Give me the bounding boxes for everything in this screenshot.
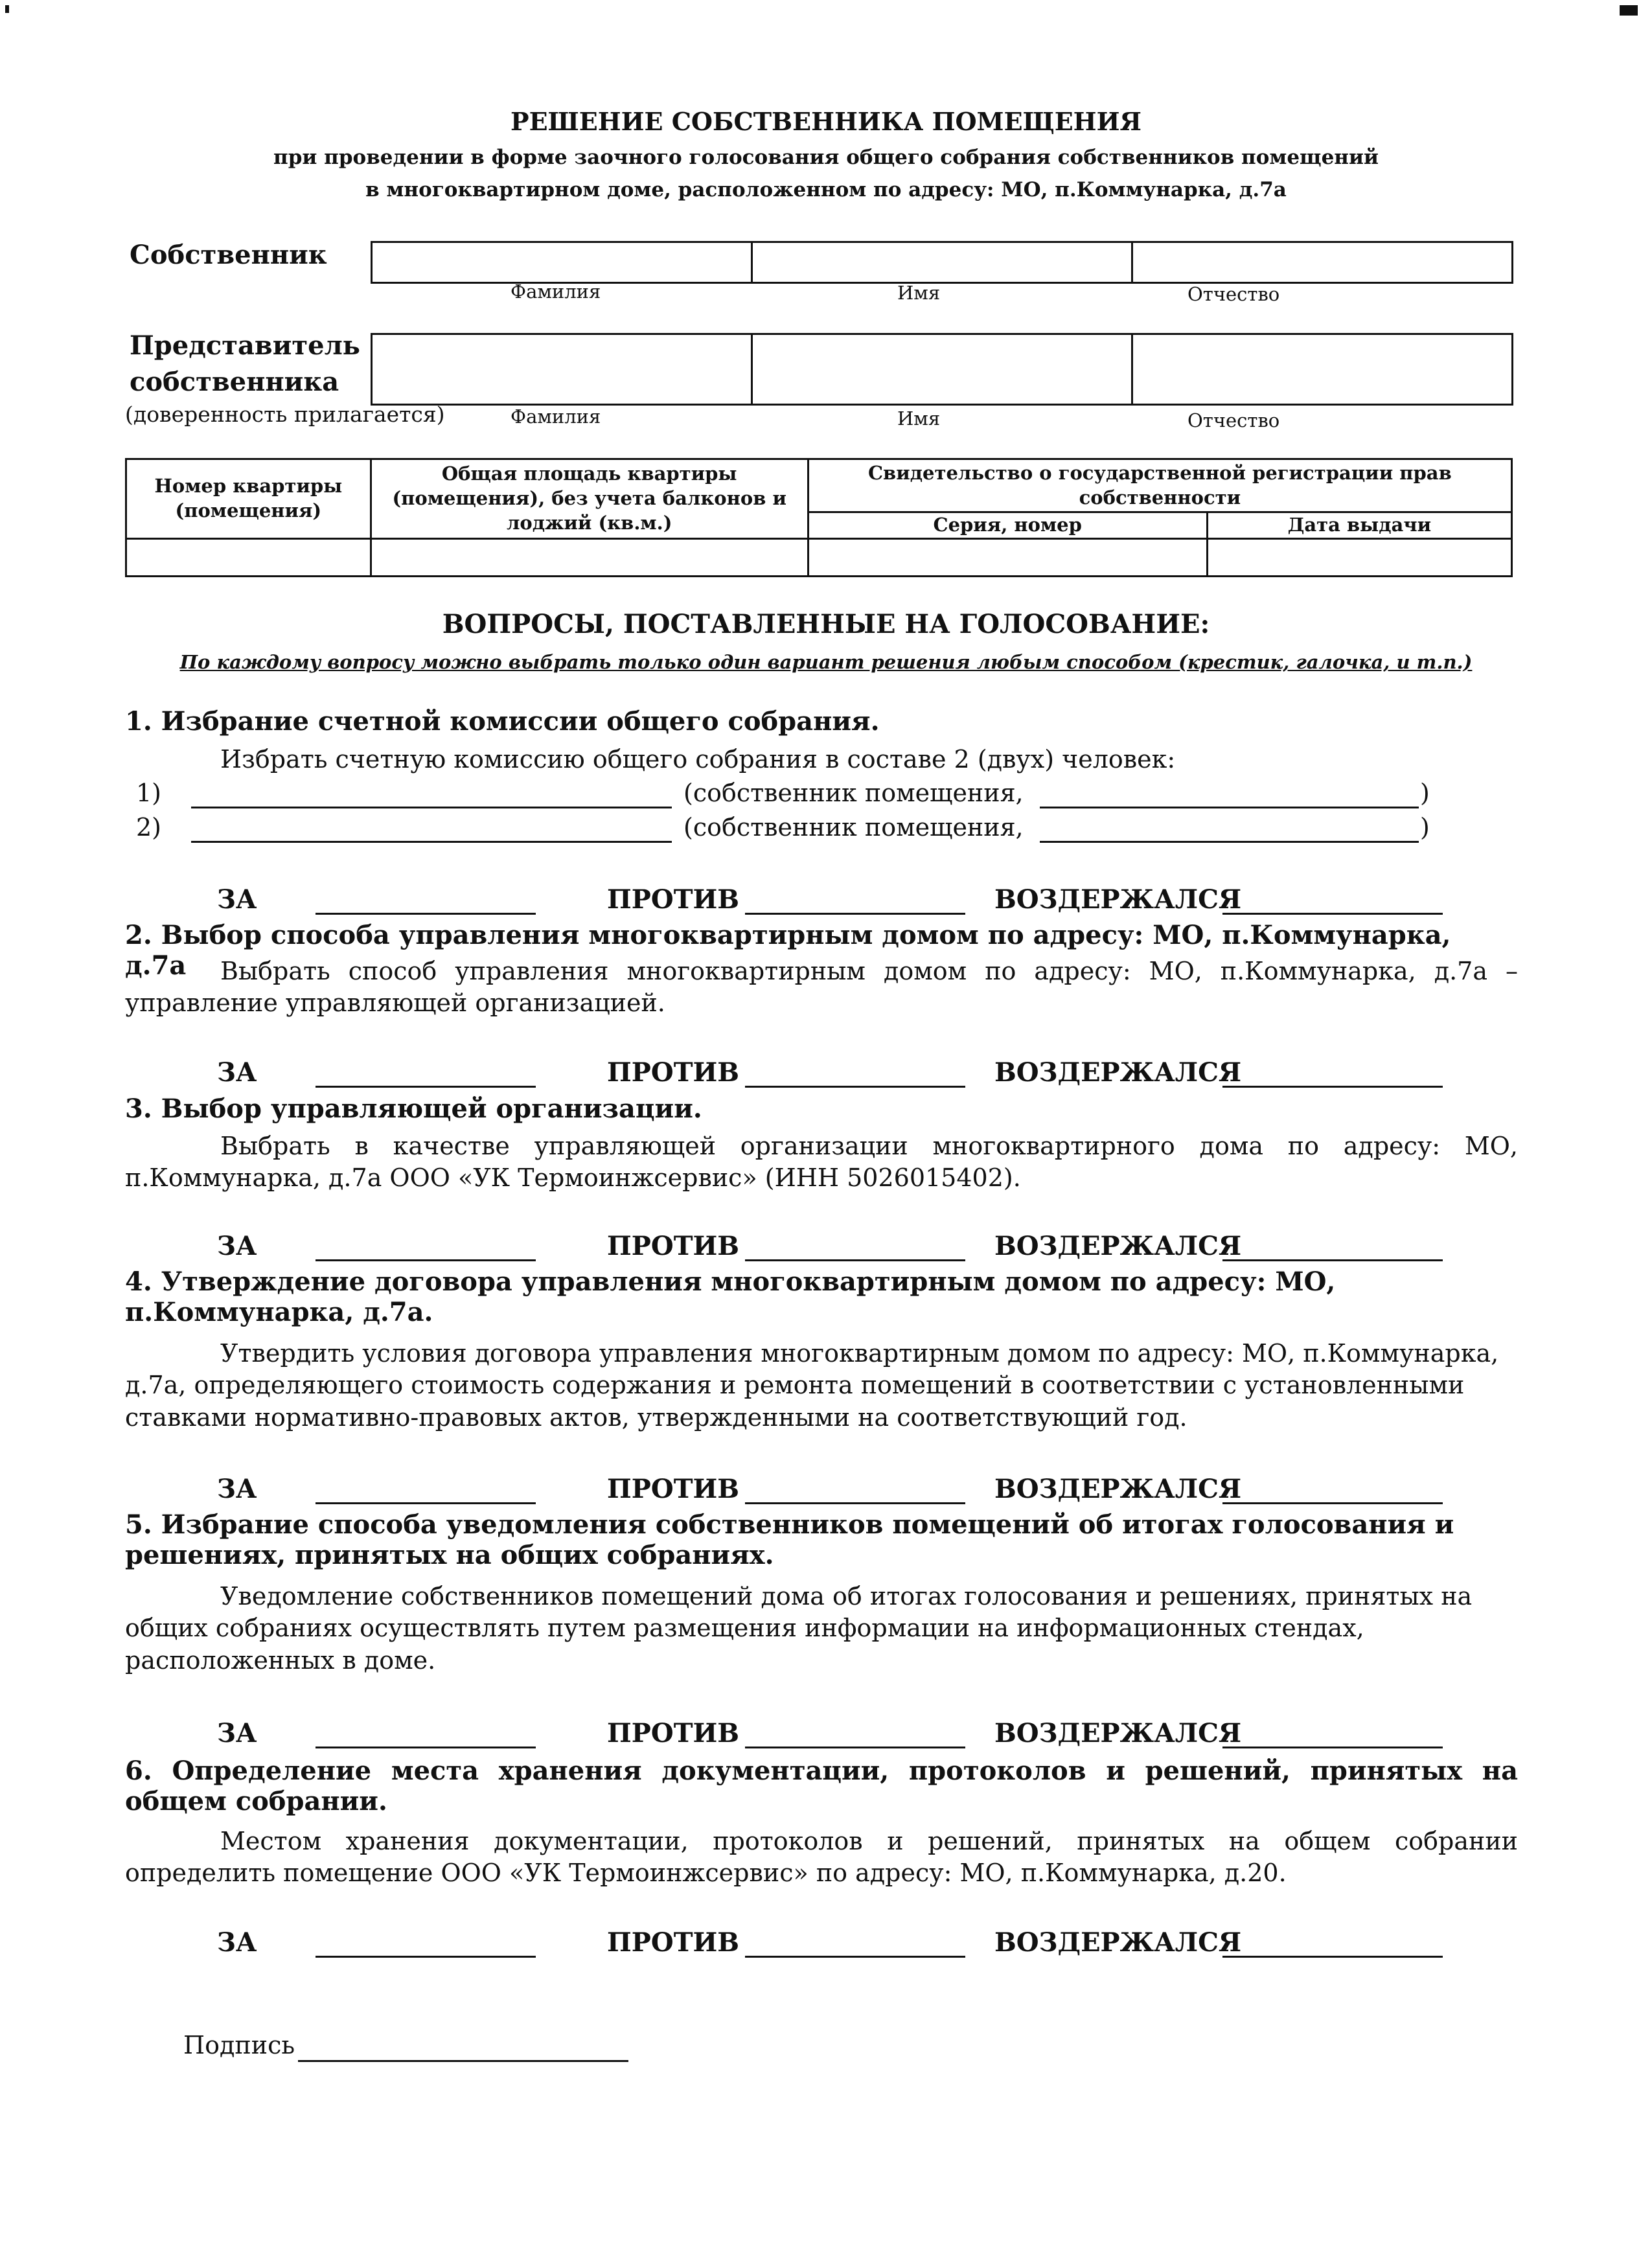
- vote-for-label: ЗА: [217, 1231, 257, 1261]
- certificate-series-field[interactable]: [808, 538, 1207, 576]
- commission-member-1-premises-field[interactable]: [1040, 807, 1419, 808]
- question-2-vote-row: [0, 1057, 1652, 1090]
- vote-abstain-field[interactable]: [1222, 1956, 1443, 1958]
- vote-for-field[interactable]: [315, 913, 536, 915]
- representative-label-line1: Представитель: [130, 330, 360, 361]
- scan-mark-left: [5, 5, 9, 13]
- vote-abstain-field[interactable]: [1222, 913, 1443, 915]
- commission-member-2-owner-label: (собственник помещения,: [683, 813, 1024, 842]
- vote-against-field[interactable]: [745, 1259, 965, 1261]
- representative-patronymic-caption: Отчество: [1187, 409, 1280, 431]
- commission-member-1-name-field[interactable]: [191, 807, 672, 808]
- representative-last-name-caption: Фамилия: [511, 406, 601, 428]
- owner-first-name-field[interactable]: [753, 243, 1133, 282]
- vote-for-field[interactable]: [315, 1747, 536, 1748]
- owner-patronymic-field[interactable]: [1133, 243, 1511, 282]
- question-5-vote-row: [0, 1718, 1652, 1750]
- certificate-series-header: Серия, номер: [808, 512, 1207, 539]
- document-subtitle-line2: в многоквартирном доме, расположенном по адресу: МО, п.Коммунарка, д.7а: [365, 178, 1287, 201]
- voting-heading: ВОПРОСЫ, ПОСТАВЛЕННЫЕ НА ГОЛОСОВАНИЕ:: [442, 609, 1210, 639]
- vote-for-label: ЗА: [217, 1057, 257, 1088]
- vote-for-label: ЗА: [217, 1927, 257, 1958]
- owner-last-name-caption: Фамилия: [511, 281, 601, 303]
- question-1-text: Избрать счетную комиссию общего собрания в составе 2 (двух) человек:: [220, 745, 1176, 773]
- vote-against-field[interactable]: [745, 1956, 965, 1958]
- vote-against-field[interactable]: [745, 1086, 965, 1088]
- owner-label: Собственник: [130, 240, 327, 270]
- commission-member-2-premises-field[interactable]: [1040, 841, 1419, 843]
- representative-first-name-caption: Имя: [897, 407, 941, 430]
- question-2-text: Выбрать способ управления многоквартирным домом по адресу: МО, п.Коммунарка, д.7а – управление управляющей организацией.: [125, 957, 1518, 1018]
- vote-for-label: ЗА: [217, 884, 257, 915]
- vote-for-field[interactable]: [315, 1502, 536, 1504]
- vote-abstain-field[interactable]: [1222, 1259, 1443, 1261]
- vote-abstain-field[interactable]: [1222, 1747, 1443, 1748]
- vote-against-label: ПРОТИВ: [607, 1474, 740, 1504]
- apartment-number-header: Номер квартиры (помещения): [126, 459, 371, 539]
- question-4-title: 4. Утверждение договора управления многоквартирным домом по адресу: МО, п.Коммунарка, д.7а.: [125, 1266, 1336, 1328]
- vote-abstain-label: ВОЗДЕРЖАЛСЯ: [994, 1927, 1242, 1958]
- representative-power-of-attorney-note: (доверенность прилагается): [125, 402, 445, 427]
- apartment-area-field[interactable]: [371, 538, 808, 576]
- vote-abstain-label: ВОЗДЕРЖАЛСЯ: [994, 1718, 1242, 1748]
- question-1-vote-row: [0, 884, 1652, 917]
- question-3-title: 3. Выбор управляющей организации.: [125, 1094, 702, 1124]
- vote-against-field[interactable]: [745, 913, 965, 915]
- vote-for-field[interactable]: [315, 1086, 536, 1088]
- vote-against-label: ПРОТИВ: [607, 1718, 740, 1748]
- owner-name-fields: [371, 241, 1513, 284]
- vote-against-field[interactable]: [745, 1502, 965, 1504]
- registration-table: [125, 458, 1513, 577]
- question-6-title: 6. Определение места хранения документации, протоколов и решений, принятых на общем собрании.: [125, 1756, 1518, 1817]
- vote-abstain-label: ВОЗДЕРЖАЛСЯ: [994, 1057, 1242, 1088]
- vote-abstain-field[interactable]: [1222, 1086, 1443, 1088]
- apartment-number-field[interactable]: [126, 538, 371, 576]
- question-6-text: Местом хранения документации, протоколов и решений, принятых на общем собрании определить помещение ООО «УК Термоинжсервис» по адресу: МО, п.Коммунарка, д.20.: [125, 1827, 1518, 1888]
- vote-abstain-label: ВОЗДЕРЖАЛСЯ: [994, 884, 1242, 915]
- signature-label: Подпись: [183, 2031, 295, 2059]
- question-6-vote-row: [0, 1927, 1652, 1960]
- vote-for-field[interactable]: [315, 1259, 536, 1261]
- commission-member-2-close: ): [1420, 813, 1430, 842]
- document-subtitle-line1: при проведении в форме заочного голосования общего собрания собственников помещений: [273, 146, 1379, 169]
- question-4-text: Утвердить условия договора управления многоквартирным домом по адресу: МО, п.Коммунарка, д.7а, определяющего стоимость содержания и ремонта помещений в соответствии с установленными ставками нормативно-правовых актов, утвержденными на соответствующий год.: [125, 1339, 1499, 1432]
- commission-member-1-owner-label: (собственник помещения,: [683, 779, 1024, 807]
- vote-abstain-field[interactable]: [1222, 1502, 1443, 1504]
- question-3-vote-row: [0, 1231, 1652, 1263]
- owner-patronymic-caption: Отчество: [1187, 283, 1280, 305]
- question-1-title: 1. Избрание счетной комиссии общего собрания.: [125, 706, 880, 737]
- commission-member-1-number: 1): [136, 779, 162, 807]
- signature-field[interactable]: [298, 2060, 628, 2062]
- vote-against-field[interactable]: [745, 1747, 965, 1748]
- question-4-vote-row: [0, 1474, 1652, 1506]
- vote-for-label: ЗА: [217, 1474, 257, 1504]
- question-2-title: 2. Выбор способа управления многоквартирным домом по адресу: МО, п.Коммунарка, д.7а: [125, 920, 1451, 981]
- scan-mark-right: [1620, 5, 1638, 16]
- vote-against-label: ПРОТИВ: [607, 1927, 740, 1958]
- vote-against-label: ПРОТИВ: [607, 1057, 740, 1088]
- apartment-area-header: Общая площадь квартиры (помещения), без учета балконов и лоджий (кв.м.): [371, 459, 808, 539]
- vote-abstain-label: ВОЗДЕРЖАЛСЯ: [994, 1474, 1242, 1504]
- commission-member-1-close: ): [1420, 779, 1430, 807]
- document-title: РЕШЕНИЕ СОБСТВЕННИКА ПОМЕЩЕНИЯ: [511, 107, 1141, 136]
- vote-against-label: ПРОТИВ: [607, 884, 740, 915]
- question-5-text: Уведомление собственников помещений дома об итогах голосования и решениях, принятых на общих собраниях осуществлять путем размещения информации на информационных стендах, расположенных в доме.: [125, 1582, 1473, 1675]
- voting-instructions: По каждому вопросу можно выбрать только один вариант решения любым способом (крестик, галочка, и т.п.): [179, 651, 1473, 673]
- vote-for-label: ЗА: [217, 1718, 257, 1748]
- representative-patronymic-field[interactable]: [1133, 335, 1511, 404]
- owner-last-name-field[interactable]: [373, 243, 753, 282]
- vote-abstain-label: ВОЗДЕРЖАЛСЯ: [994, 1231, 1242, 1261]
- question-3-text: Выбрать в качестве управляющей организации многоквартирного дома по адресу: МО, п.Коммунарка, д.7а ООО «УК Термоинжсервис» (ИНН 5026015402).: [125, 1132, 1518, 1193]
- question-5-title: 5. Избрание способа уведомления собственников помещений об итогах голосования и решениях, принятых на общих собраниях.: [125, 1509, 1454, 1571]
- commission-member-2-number: 2): [136, 813, 162, 842]
- certificate-date-header: Дата выдачи: [1207, 512, 1511, 539]
- certificate-date-field[interactable]: [1207, 538, 1511, 576]
- representative-name-fields: [371, 333, 1513, 406]
- representative-last-name-field[interactable]: [373, 335, 753, 404]
- vote-against-label: ПРОТИВ: [607, 1231, 740, 1261]
- vote-for-field[interactable]: [315, 1956, 536, 1958]
- commission-member-2-name-field[interactable]: [191, 841, 672, 843]
- owner-first-name-caption: Имя: [897, 282, 941, 304]
- representative-label-line2: собственника: [130, 367, 339, 397]
- certificate-header: Свидетельство о государственной регистрации прав собственности: [808, 459, 1511, 512]
- representative-first-name-field[interactable]: [753, 335, 1133, 404]
